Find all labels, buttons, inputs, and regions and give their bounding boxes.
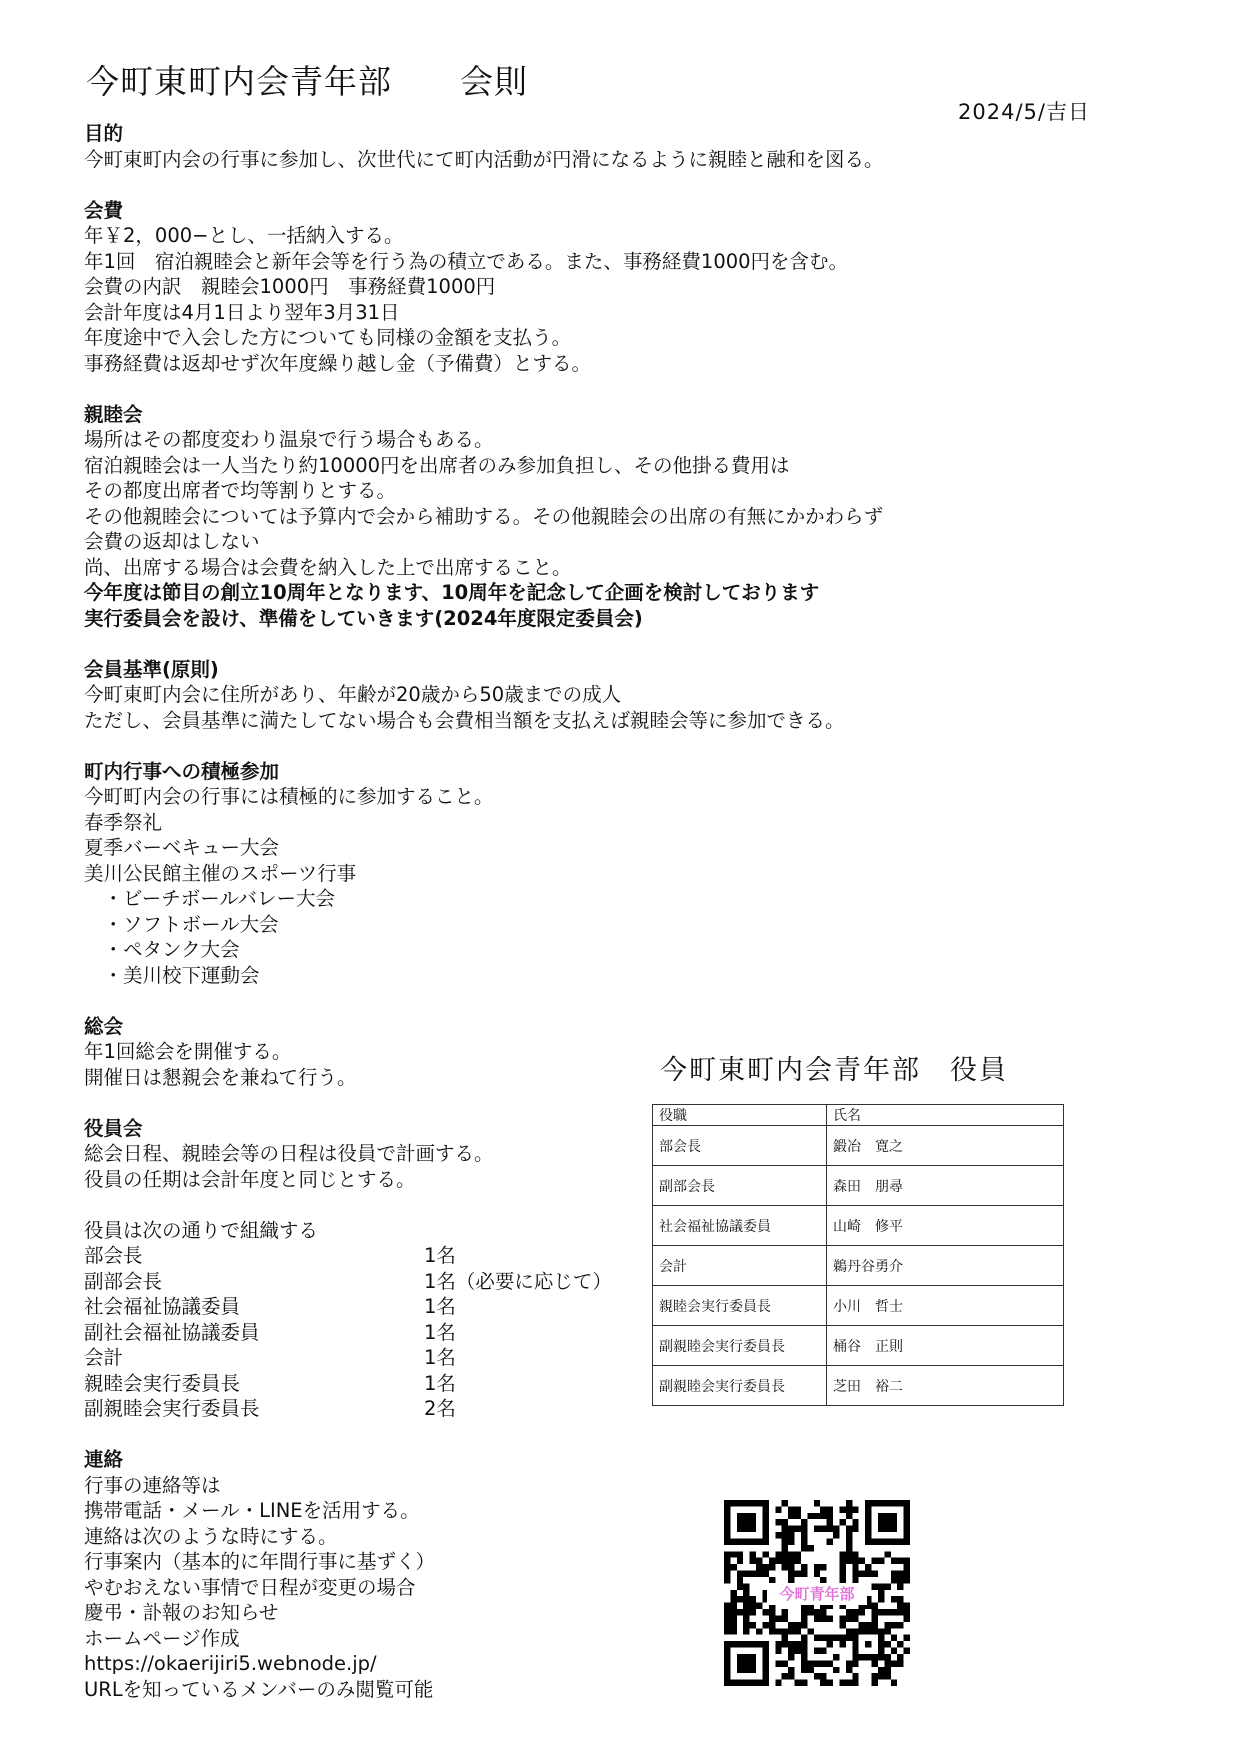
document-title: 今町東町内会青年部 会則 bbox=[86, 62, 528, 101]
section bbox=[84, 198, 1124, 377]
section-line: 年度途中で入会した方についても同様の金額を支払う。 bbox=[84, 326, 572, 349]
org-role: 副部会長 bbox=[84, 1269, 163, 1293]
section-line: その他親睦会については予算内で会から補助する。その他親睦会の出席の有無にかかわらず bbox=[84, 504, 884, 528]
table-row bbox=[653, 1246, 1064, 1286]
section-line: ・ビーチボールバレー大会 bbox=[84, 887, 335, 910]
org-count: 1名 bbox=[424, 1346, 456, 1369]
section-heading: 連絡 bbox=[84, 1448, 124, 1471]
contact-line: ホームページ作成 bbox=[84, 1626, 240, 1650]
section-line: 場所はその都度変わり温泉で行う場合もある。 bbox=[84, 428, 494, 451]
qr-label: 今町青年部 bbox=[767, 1583, 867, 1605]
officer-name: 桶谷 正則 bbox=[827, 1326, 1064, 1366]
qr-code bbox=[724, 1500, 910, 1686]
org-role: 副社会福祉協議委員 bbox=[84, 1320, 260, 1344]
officer-name: 芝田 裕二 bbox=[827, 1366, 1064, 1406]
org-role: 親睦会実行委員長 bbox=[84, 1371, 241, 1395]
contact-line: 行事の連絡等は bbox=[84, 1473, 221, 1497]
officer-name: 小川 哲士 bbox=[827, 1286, 1064, 1326]
table-row bbox=[653, 1206, 1064, 1246]
section bbox=[84, 402, 1124, 632]
contact-line: URLを知っているメンバーのみ閲覧可能 bbox=[84, 1677, 434, 1701]
officer-role: 副親睦会実行委員長 bbox=[653, 1326, 827, 1366]
contact-line: 慶弔・訃報のお知らせ bbox=[84, 1601, 279, 1624]
section-line: 尚、出席する場合は会費を納入した上で出席すること。 bbox=[84, 555, 572, 579]
officer-role: 副部会長 bbox=[653, 1166, 827, 1206]
org-intro: 役員は次の通りで組織する bbox=[84, 1218, 319, 1242]
officers-table-title: 今町東町内会青年部 役員 bbox=[660, 1055, 1008, 1086]
section-line: ・ソフトボール大会 bbox=[84, 912, 279, 936]
section-line: 総会日程、親睦会等の日程は役員で計画する。 bbox=[84, 1142, 494, 1165]
section-heading: 会員基準(原則) bbox=[84, 657, 219, 681]
contact-line: https://okaerijiri5.webnode.jp/ bbox=[84, 1652, 377, 1675]
section-line: 宿泊親睦会は一人当たり約10000円を出席者のみ参加負担し、その他掛る費用は bbox=[84, 453, 790, 477]
section-line: 美川公民館主催のスポーツ行事 bbox=[84, 861, 357, 885]
document-date: 2024/5/吉日 bbox=[958, 100, 1090, 124]
section-line: ・ペタンク大会 bbox=[84, 938, 240, 961]
org-count: 1名 bbox=[424, 1320, 456, 1344]
section-heading: 目的 bbox=[84, 122, 124, 145]
contact-line: 行事案内（基本的に年間行事に基ずく） bbox=[84, 1550, 436, 1573]
section-line: その都度出席者で均等割りとする。 bbox=[84, 479, 397, 502]
section bbox=[84, 657, 1124, 734]
rules-sections bbox=[84, 121, 1124, 1090]
officer-role: 副親睦会実行委員長 bbox=[653, 1366, 827, 1406]
section-line: 開催日は懇親会を兼ねて行う。 bbox=[84, 1065, 357, 1089]
section-line: 会計年度は4月1日より翌年3月31日 bbox=[84, 300, 400, 324]
section-line: 年1回総会を開催する。 bbox=[84, 1040, 292, 1063]
section-line: ただし、会員基準に満たしてない場合も会費相当額を支払えば親睦会等に参加できる。 bbox=[84, 708, 845, 732]
org-count: 1名 bbox=[424, 1244, 456, 1267]
table-row bbox=[653, 1286, 1064, 1326]
section-line: 役員の任期は会計年度と同じとする。 bbox=[84, 1167, 416, 1191]
officer-role: 会計 bbox=[653, 1246, 827, 1286]
org-count: 1名 bbox=[424, 1295, 456, 1318]
section-heading: 総会 bbox=[84, 1014, 124, 1038]
org-role: 部会長 bbox=[84, 1244, 143, 1267]
table-row bbox=[653, 1126, 1064, 1166]
section-line: 会費の返却はしない bbox=[84, 530, 260, 553]
section-line: 事務経費は返却せず次年度繰り越し金（予備費）とする。 bbox=[84, 351, 592, 375]
section-heading: 役員会 bbox=[84, 1116, 143, 1140]
officer-name: 森田 朋尋 bbox=[827, 1166, 1064, 1206]
section-heading: 親睦会 bbox=[84, 402, 143, 426]
section-line: 今町東町内会に住所があり、年齢が20歳から50歳までの成人 bbox=[84, 683, 622, 706]
section bbox=[84, 121, 1124, 172]
officer-name: 山崎 修平 bbox=[827, 1206, 1064, 1246]
section-line: 夏季バーベキュー大会 bbox=[84, 836, 280, 859]
header-name: 氏名 bbox=[827, 1105, 1064, 1126]
officer-role: 社会福祉協議委員 bbox=[653, 1206, 827, 1246]
table-row bbox=[653, 1326, 1064, 1366]
rules-body bbox=[84, 121, 1124, 1728]
officer-role: 親睦会実行委員長 bbox=[653, 1286, 827, 1326]
section-line: 今町町内会の行事には積極的に参加すること。 bbox=[84, 785, 494, 808]
org-count: 1名（必要に応じて） bbox=[424, 1269, 612, 1293]
table-row bbox=[653, 1366, 1064, 1406]
section-contact bbox=[84, 1447, 1124, 1702]
contact-line: やむおえない事情で日程が変更の場合 bbox=[84, 1575, 416, 1599]
org-role: 社会福祉協議委員 bbox=[84, 1295, 241, 1318]
officer-name: 鍛冶 寛之 bbox=[827, 1126, 1064, 1166]
section-line: 今町東町内会の行事に参加し、次世代にて町内活動が円滑になるように親睦と融和を図る。 bbox=[84, 147, 884, 171]
org-role: 会計 bbox=[84, 1346, 124, 1369]
contact-line: 携帯電話・メール・LINEを活用する。 bbox=[84, 1499, 420, 1522]
section-line: 春季祭礼 bbox=[84, 810, 163, 834]
section-heading: 会費 bbox=[84, 198, 124, 222]
section-line: 会費の内訳 親睦会1000円 事務経費1000円 bbox=[84, 275, 496, 298]
section-heading: 町内行事への積極参加 bbox=[84, 759, 280, 783]
section-line: 年1回 宿泊親睦会と新年会等を行う為の積立である。また、事務経費1000円を含む。 bbox=[84, 249, 849, 273]
section-line: ・美川校下運動会 bbox=[84, 963, 260, 987]
section-line: 年￥2，000−とし、一括納入する。 bbox=[84, 224, 404, 247]
table-header-row bbox=[653, 1105, 1064, 1126]
org-count: 1名 bbox=[424, 1371, 456, 1395]
officers-table bbox=[652, 1104, 1064, 1406]
section bbox=[84, 759, 1124, 989]
section-line: 実行委員会を設け、準備をしていきます(2024年度限定委員会) bbox=[84, 606, 643, 630]
table-row bbox=[653, 1166, 1064, 1206]
section-line: 今年度は節目の創立10周年となります、10周年を記念して企画を検討しております bbox=[84, 581, 820, 604]
org-role: 副親睦会実行委員長 bbox=[84, 1397, 260, 1420]
officer-name: 鵜丹谷勇介 bbox=[827, 1246, 1064, 1286]
org-count: 2名 bbox=[424, 1397, 456, 1420]
contact-line: 連絡は次のような時にする。 bbox=[84, 1524, 338, 1548]
header-role: 役職 bbox=[653, 1105, 827, 1126]
contact-lines bbox=[84, 1473, 1124, 1703]
officer-role: 部会長 bbox=[653, 1126, 827, 1166]
